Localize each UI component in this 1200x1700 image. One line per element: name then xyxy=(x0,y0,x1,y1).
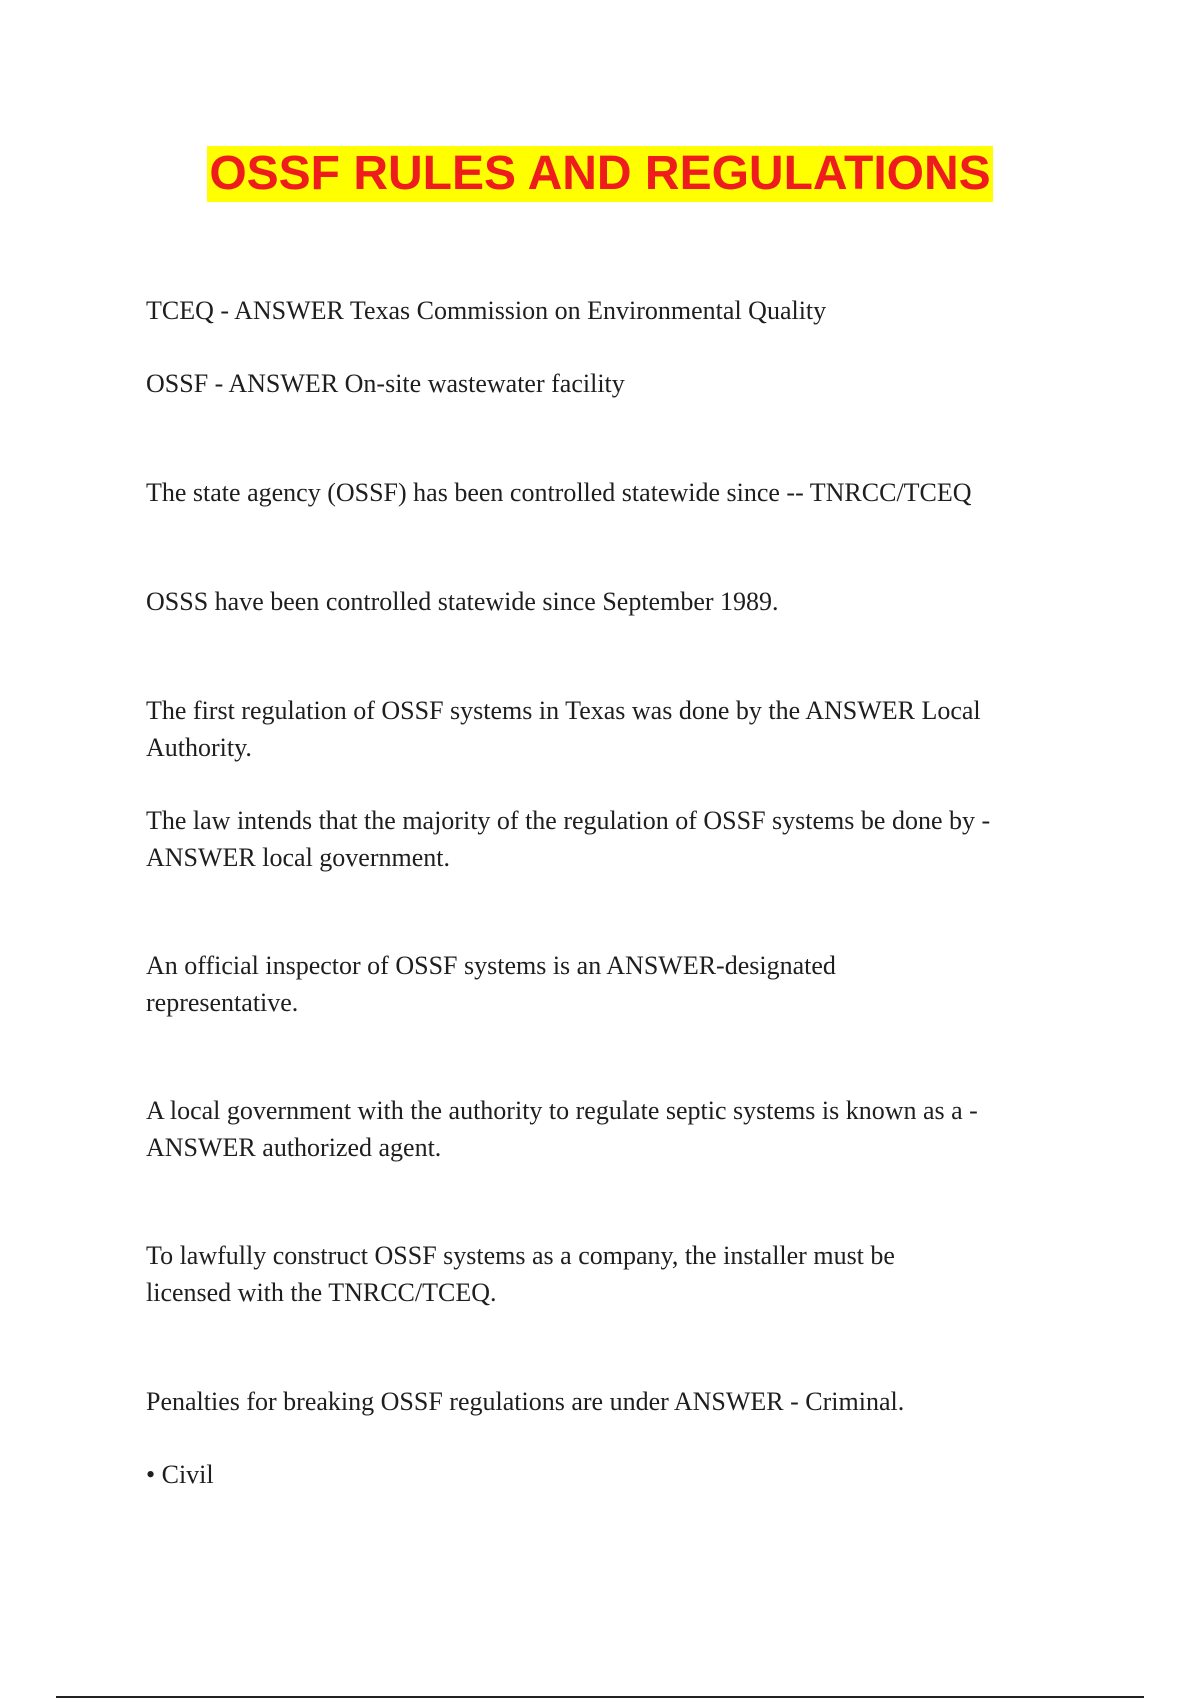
title-container xyxy=(0,146,1200,202)
footer-rule xyxy=(56,1696,1144,1698)
paragraph-local-government: A local government with the authority to regulate septic systems is known as a - ANSWER authorized agent. xyxy=(146,1096,978,1162)
paragraph-penalties: Penalties for breaking OSSF regulations are under ANSWER - Criminal. xyxy=(146,1387,905,1416)
paragraph-osss-controlled: OSSS have been controlled statewide since September 1989. xyxy=(146,587,779,616)
bullet-civil: • Civil xyxy=(146,1460,214,1489)
document-title: OSSF RULES AND REGULATIONS xyxy=(209,147,991,200)
paragraph-tceq: TCEQ - ANSWER Texas Commission on Environmental Quality xyxy=(146,296,827,325)
paragraph-law-intends: The law intends that the majority of the regulation of OSSF systems be done by - ANSWER local government. xyxy=(146,806,991,872)
paragraph-ossf: OSSF - ANSWER On-site wastewater facility xyxy=(146,369,625,398)
paragraph-state-agency: The state agency (OSSF) has been controlled statewide since -- TNRCC/TCEQ xyxy=(146,478,972,507)
paragraph-official-inspector: An official inspector of OSSF systems is an ANSWER-designated representative. xyxy=(146,951,836,1017)
paragraph-first-regulation: The first regulation of OSSF systems in Texas was done by the ANSWER Local Authority. xyxy=(146,696,981,762)
paragraph-lawfully-construct: To lawfully construct OSSF systems as a company, the installer must be licensed with the TNRCC/TCEQ. xyxy=(146,1241,895,1307)
